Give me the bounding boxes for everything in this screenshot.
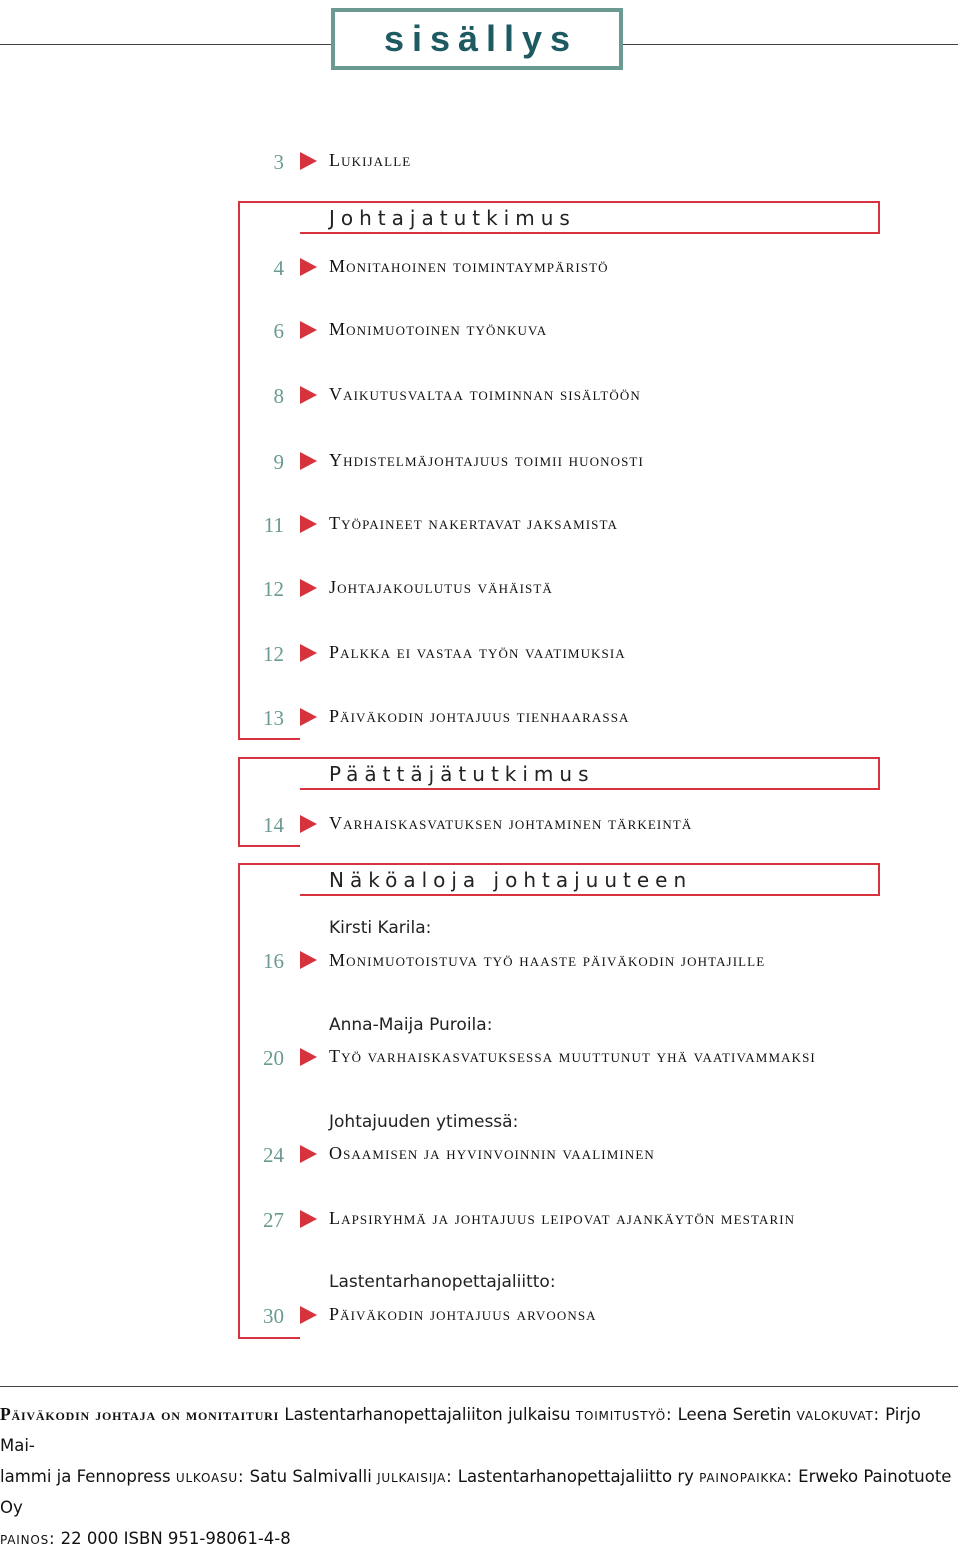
toc-entry-author: Johtajuuden ytimessä:: [329, 1112, 519, 1132]
julkaisija-value: Lastentarhanopettajaliitto ry: [457, 1467, 694, 1486]
painopaikka-label: painopaikka:: [699, 1467, 793, 1486]
toc-page-number: 4: [273, 256, 284, 280]
toc-entry-title[interactable]: Varhaiskasvatuksen johtaminen tärkeintä: [329, 813, 693, 833]
colophon-line-3: [0, 1523, 958, 1554]
toc-entry-title[interactable]: Lapsiryhmä ja johtajuus leipovat ajankäytön mestarin: [329, 1208, 796, 1228]
toc-entry-title[interactable]: Työpaineet nakertavat jaksamista: [329, 513, 619, 533]
toc-page-number: 6: [273, 319, 284, 343]
valokuvat-label: valokuvat:: [796, 1405, 880, 1424]
painos-label: painos:: [0, 1529, 56, 1548]
toc-page-number: 16: [263, 949, 284, 973]
toimitustyo-label: toimitustyö:: [575, 1405, 673, 1424]
toc-entry-title[interactable]: Lukijalle: [329, 150, 412, 170]
toc-page-number: 14: [263, 813, 284, 837]
toc-page-number: 24: [263, 1143, 284, 1167]
toc-page-number: 12: [263, 577, 284, 601]
toc-arrow-icon: [300, 258, 317, 276]
toc-page-number: 12: [263, 642, 284, 666]
toc-arrow-icon: [300, 579, 317, 597]
toc-page-number: 8: [273, 384, 284, 408]
valokuvat-value-a: Pirjo Mai-: [0, 1405, 921, 1455]
toc-arrow-icon: [300, 1210, 317, 1228]
toc-entry-title[interactable]: Osaamisen ja hyvinvoinnin vaaliminen: [329, 1143, 655, 1163]
toc-entry-author: Lastentarhanopettajaliitto:: [329, 1272, 556, 1292]
page-title: sisällys: [383, 18, 579, 59]
toc-page-number: 27: [263, 1208, 284, 1232]
bracket-top-nakoaloja: [238, 863, 880, 865]
toc-page-number: 13: [263, 706, 284, 730]
toc-arrow-icon: [300, 1145, 317, 1163]
bracket-top-johtajatutkimus: [238, 201, 880, 203]
bracket-bottom-nakoaloja: [238, 1337, 300, 1339]
publication-title: Päiväkodin johtaja on monitaituri: [0, 1404, 280, 1424]
bracket-right-paattajatutkimus: [878, 757, 880, 790]
toc-entry-title[interactable]: Monimuotoistuva työ haaste päiväkodin johtajille: [329, 950, 766, 970]
toc-entry-author: Kirsti Karila:: [329, 918, 432, 938]
toc-page-number: 3: [273, 150, 284, 174]
colophon-line-2: [0, 1461, 958, 1523]
toc-entry-title[interactable]: Yhdistelmäjohtajuus toimii huonosti: [329, 450, 644, 470]
toc-page-number: 11: [263, 513, 284, 537]
toc-arrow-icon: [300, 708, 317, 726]
toc-arrow-icon: [300, 152, 317, 170]
toc-entry-title[interactable]: Päiväkodin johtajuus tienhaarassa: [329, 706, 630, 726]
section-heading-nakoaloja: Näköaloja johtajuuteen: [329, 868, 693, 892]
ulkoasu-label: ulkoasu:: [175, 1467, 245, 1486]
julkaisija-label: julkaisija:: [377, 1467, 453, 1486]
bracket-top-paattajatutkimus: [238, 757, 880, 759]
toc-arrow-icon: [300, 452, 317, 470]
painopaikka-value: Erweko Painotuote Oy: [0, 1467, 952, 1517]
toc-entry-title[interactable]: Palkka ei vastaa työn vaatimuksia: [329, 642, 626, 662]
valokuvat-value-b: lammi ja Fennopress: [0, 1467, 171, 1486]
bracket-underline-paattajatutkimus: [300, 788, 880, 790]
toc-entry-title[interactable]: Päiväkodin johtajuus arvoonsa: [329, 1304, 597, 1324]
bracket-bottom-johtajatutkimus: [238, 738, 300, 740]
toc-entry-title[interactable]: Työ varhaiskasvatuksessa muuttunut yhä vaativammaksi: [329, 1046, 816, 1066]
isbn: ISBN 951-98061-4-8: [123, 1529, 291, 1548]
toc-arrow-icon: [300, 321, 317, 339]
toc-page-number: 9: [273, 450, 284, 474]
toc-page-number: 30: [263, 1304, 284, 1328]
toc-entry-title[interactable]: Vaikutusvaltaa toiminnan sisältöön: [329, 384, 641, 404]
toc-arrow-icon: [300, 951, 317, 969]
toc-arrow-icon: [300, 515, 317, 533]
toc-entry-author: Anna-Maija Puroila:: [329, 1015, 493, 1035]
publication-text: Lastentarhanopettajaliiton julkaisu: [284, 1405, 571, 1424]
toc-entry-title[interactable]: Johtajakoulutus vähäistä: [329, 577, 553, 597]
painos-value: 22 000: [60, 1529, 119, 1548]
bracket-right-johtajatutkimus: [878, 201, 880, 234]
section-heading-paattajatutkimus: Päättäjätutkimus: [329, 762, 595, 786]
toc-arrow-icon: [300, 815, 317, 833]
bracket-left-nakoaloja: [238, 863, 240, 1339]
bracket-right-nakoaloja: [878, 863, 880, 896]
section-heading-johtajatutkimus: Johtajatutkimus: [329, 206, 576, 230]
bracket-underline-nakoaloja: [300, 894, 880, 896]
toc-arrow-icon: [300, 1306, 317, 1324]
toc-page-number: 20: [263, 1046, 284, 1070]
toc-entry-title[interactable]: Monitahoinen toimintaympäristö: [329, 256, 609, 276]
toc-arrow-icon: [300, 644, 317, 662]
colophon-line-1: [0, 1399, 958, 1461]
colophon: [0, 1399, 958, 1554]
bracket-bottom-paattajatutkimus: [238, 845, 300, 847]
toimitustyo-value: Leena Seretin: [677, 1405, 792, 1424]
bracket-underline-johtajatutkimus: [300, 232, 880, 234]
ulkoasu-value: Satu Salmivalli: [249, 1467, 372, 1486]
colophon-rule: [0, 1386, 958, 1387]
title-box: [331, 8, 623, 70]
toc-arrow-icon: [300, 386, 317, 404]
toc-arrow-icon: [300, 1048, 317, 1066]
toc-entry-title[interactable]: Monimuotoinen työnkuva: [329, 319, 548, 339]
